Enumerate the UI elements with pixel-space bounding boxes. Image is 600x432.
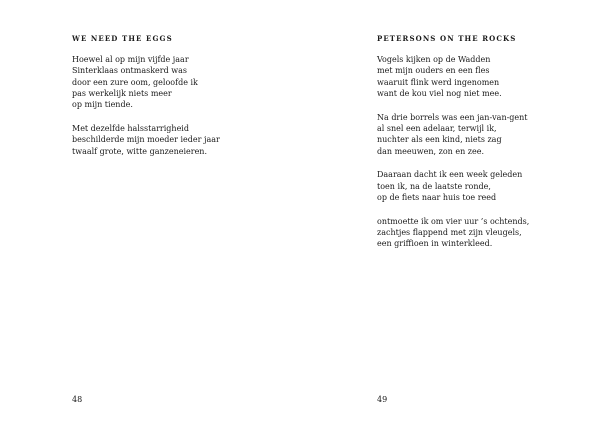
- poem-line: Daaraan dacht ik een week geleden: [377, 170, 523, 180]
- poem-line: Na drie borrels was een jan-van-gent: [377, 112, 528, 122]
- poem-line: dan meeuwen, zon en zee.: [377, 146, 484, 156]
- poem-body: [377, 54, 529, 262]
- page-number: 48: [72, 395, 83, 404]
- stanza: [72, 54, 220, 110]
- poem-line: beschilderde mijn moeder ieder jaar: [72, 135, 220, 145]
- poem-line: want de kou viel nog niet mee.: [377, 88, 502, 98]
- poem-line: Met dezelfde halsstarrigheid: [72, 123, 189, 133]
- poem-line: nuchter als een kind, niets zag: [377, 135, 502, 145]
- poem-line: met mijn ouders en een fles: [377, 66, 490, 76]
- poem-title: WE NEED THE EGGS: [72, 34, 173, 43]
- poem-line: waaruit flink werd ingenomen: [377, 77, 500, 87]
- poem-line: toen ik, na de laatste ronde,: [377, 181, 491, 191]
- poem-line: Hoewel al op mijn vijfde jaar: [72, 55, 189, 64]
- poem-line: twaalf grote, witte ganzeneieren.: [72, 146, 207, 156]
- poem-line: ontmoette ik om vier uur ’s ochtends,: [377, 216, 530, 226]
- stanza: [377, 112, 529, 157]
- poem-line: op de fiets naar huis toe reed: [377, 192, 497, 202]
- stanza: [377, 216, 529, 250]
- poem-line: een griffioen in winterkleed.: [377, 239, 493, 249]
- page-number: 49: [377, 395, 388, 404]
- poem-line: Vogels kijken op de Wadden: [377, 55, 491, 64]
- stanza: [72, 123, 220, 157]
- poem-body: [72, 54, 220, 169]
- poem-line: al snel een adelaar, terwijl ik,: [377, 123, 497, 133]
- poem-line: zachtjes flappend met zijn vleugels,: [377, 228, 522, 238]
- stanza: [377, 54, 529, 99]
- poem-line: Sinterklaas ontmaskerd was: [72, 66, 187, 76]
- poem-line: op mijn tiende.: [72, 100, 133, 110]
- poem-line: door een zure oom, geloofde ik: [72, 77, 198, 87]
- poem-line: pas werkelijk niets meer: [72, 88, 172, 98]
- poem-title: PETERSONS ON THE ROCKS: [377, 34, 517, 43]
- stanza: [377, 169, 529, 203]
- right-page: [300, 0, 600, 432]
